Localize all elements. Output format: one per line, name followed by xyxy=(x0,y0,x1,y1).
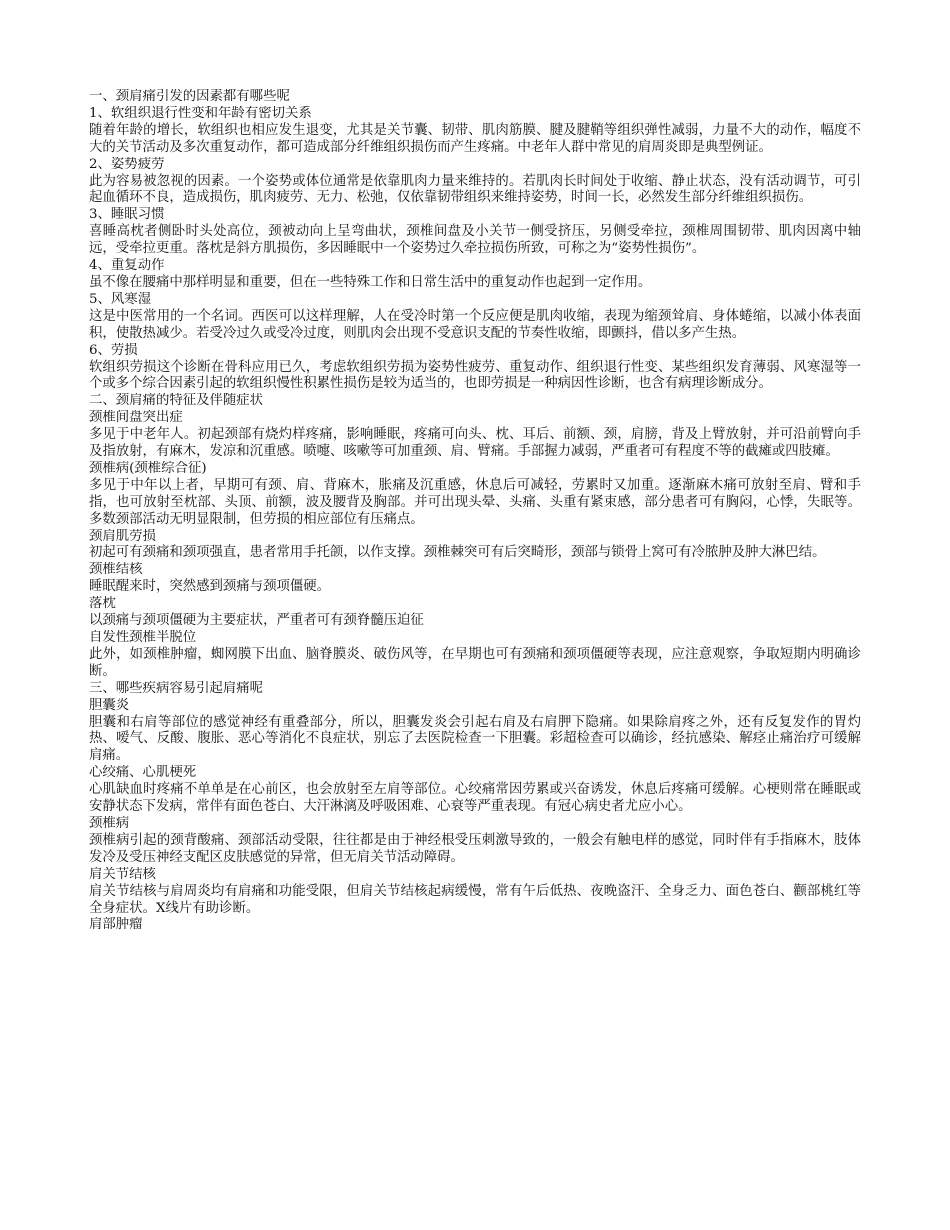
paragraph: 软组织劳损这个诊断在骨科应用已久，考虑软组织劳损为姿势性疲劳、重复动作、组织退行性变、某些组织发育薄弱、风寒湿等一个或多个综合因素引起的软组织慢性积累性损伤是较为适当的，也即劳损是一种病因性诊断，也含有病理诊断成分。 xyxy=(89,359,861,392)
subheading: 6、劳损 xyxy=(89,342,138,358)
section-heading-3: 三、哪些疾病容易引起肩痛呢 xyxy=(89,680,264,696)
paragraph: 此外，如颈椎肿瘤，蜘网膜下出血、脑脊膜炎、破伤风等，在早期也可有颈痛和颈项僵硬等表现，应注意观察，争取短期内明确诊断。 xyxy=(89,646,861,679)
subheading: 胆囊炎 xyxy=(89,697,130,713)
paragraph: 多见于中老年人。初起颈部有烧灼样疼痛，影响睡眠，疼痛可向头、枕、耳后、前额、颈，肩膀，背及上臂放射，并可沿前臂向手及指放射，有麻木，发凉和沉重感。喷嚏、咳嗽等可加重颈、肩、臂痛。手部握力减弱，严重者可有程度不等的截瘫或四肢瘫。 xyxy=(89,427,861,460)
subheading: 2、姿势疲劳 xyxy=(89,156,165,172)
subheading: 肩关节结核 xyxy=(89,866,156,882)
subheading: 颈肩肌劳损 xyxy=(89,528,156,544)
paragraph: 随着年龄的增长，软组织也相应发生退变，尤其是关节囊、韧带、肌肉筋膜、腱及腱鞘等组织弹性减弱，力量不大的动作，幅度不大的关节活动及多次重复动作，都可造成部分纤维组织损伤而产生疼痛。中老年人群中常见的肩周炎即是典型例证。 xyxy=(89,122,861,155)
paragraph: 这是中医常用的一个名词。西医可以这样理解，人在受冷时第一个反应便是肌肉收缩，表现为缩颈耸肩、身体蜷缩，以减小体表面积，使散热减少。若受冷过久或受冷过度，则肌肉会出现不受意识支配的节奏性收缩，即颤抖，借以多产生热。 xyxy=(89,308,861,341)
paragraph: 颈椎病引起的颈背酸痛、颈部活动受限，往往都是由于神经根受压刺激导致的，一般会有触电样的感觉，同时伴有手指麻木，肢体发冷及受压神经支配区皮肤感觉的异常，但无肩关节活动障碍。 xyxy=(89,832,861,865)
subheading: 落枕 xyxy=(89,596,116,612)
paragraph: 多见于中年以上者，早期可有颈、肩、背麻木，胀痛及沉重感，休息后可减轻，劳累时又加重。逐渐麻木痛可放射至肩、臂和手指，也可放射至枕部、头顶、前额，波及腰背及胸部。并可出现头晕、头痛、头重有紧束感，部分患者可有胸闷，心悸，失眠等。多数颈部活动无明显限制，但劳损的相应部位有压痛点。 xyxy=(89,477,861,527)
section-heading-1: 一、颈肩痛引发的因素都有哪些呢 xyxy=(89,89,290,104)
subheading: 颈椎间盘突出症 xyxy=(89,410,183,426)
paragraph: 睡眠醒来时，突然感到颈痛与颈项僵硬。 xyxy=(89,579,331,595)
subheading: 自发性颈椎半脱位 xyxy=(89,630,197,645)
document-body xyxy=(89,89,861,934)
paragraph: 此为容易被忽视的因素。一个姿势或体位通常是依靠肌肉力量来维持的。若肌肉长时间处于收缩、静止状态，没有活动调节，可引起血循环不良，造成损伤，肌肉疲劳、无力、松弛，仅依靠韧带组织来维持姿势，时间一长，必然发生部分纤维组织损伤。 xyxy=(89,173,861,206)
subheading: 颈椎结核 xyxy=(89,562,143,578)
subheading: 4、重复动作 xyxy=(89,258,165,274)
paragraph: 胆囊和右肩等部位的感觉神经有重叠部分，所以，胆囊发炎会引起右肩及右肩胛下隐痛。如果除肩疼之外，还有反复发作的胃灼热、嗳气、反酸、腹胀、恶心等消化不良症状，别忘了去医院检查一下胆囊。彩超检查可以确诊，经抗感染、解痉止痛治疗可缓解肩痛。 xyxy=(89,714,861,764)
paragraph: 以颈痛与颈项僵硬为主要症状，严重者可有颈脊髓压迫征 xyxy=(89,613,424,629)
paragraph: 初起可有颈痛和颈项强直，患者常用手托颌，以作支撑。颈椎棘突可有后突畸形，颈部与锁骨上窝可有冷脓肿及肿大淋巴结。 xyxy=(89,545,826,561)
subheading: 颈椎病(颈椎综合征) xyxy=(89,460,207,476)
subheading: 1、软组织退行性变和年龄有密切关系 xyxy=(89,105,312,121)
paragraph: 虽不像在腰痛中那样明显和重要，但在一些特殊工作和日常生活中的重复动作也起到一定作用。 xyxy=(89,274,652,290)
subheading: 5、风寒湿 xyxy=(89,291,152,307)
paragraph: 喜睡高枕者侧卧时头处高位，颈被动向上呈弯曲状，颈椎间盘及小关节一侧受挤压，另侧受牵拉，颈椎周围韧带、肌肉因离中轴远，受牵拉更重。落枕是斜方肌损伤，多因睡眠中一个姿势过久牵拉损伤所致，可称之为“姿势性损伤”。 xyxy=(89,224,861,257)
subheading: 肩部肿瘤 xyxy=(89,917,143,933)
paragraph: 肩关节结核与肩周炎均有肩痛和功能受限，但肩关节结核起病缓慢，常有午后低热、夜晚盗汗、全身乏力、面色苍白、颧部桃红等全身症状。X线片有助诊断。 xyxy=(89,883,861,916)
paragraph: 心肌缺血时疼痛不单单是在心前区，也会放射至左肩等部位。心绞痛常因劳累或兴奋诱发，休息后疼痛可缓解。心梗则常在睡眠或安静状态下发病，常伴有面色苍白、大汗淋漓及呼吸困难、心衰等严重表现。有冠心病史者尤应小心。 xyxy=(89,782,861,815)
section-heading-2: 二、颈肩痛的特征及伴随症状 xyxy=(89,393,264,409)
subheading: 心绞痛、心肌梗死 xyxy=(89,765,197,781)
subheading: 颈椎病 xyxy=(89,815,130,831)
subheading: 3、睡眠习惯 xyxy=(89,207,165,223)
